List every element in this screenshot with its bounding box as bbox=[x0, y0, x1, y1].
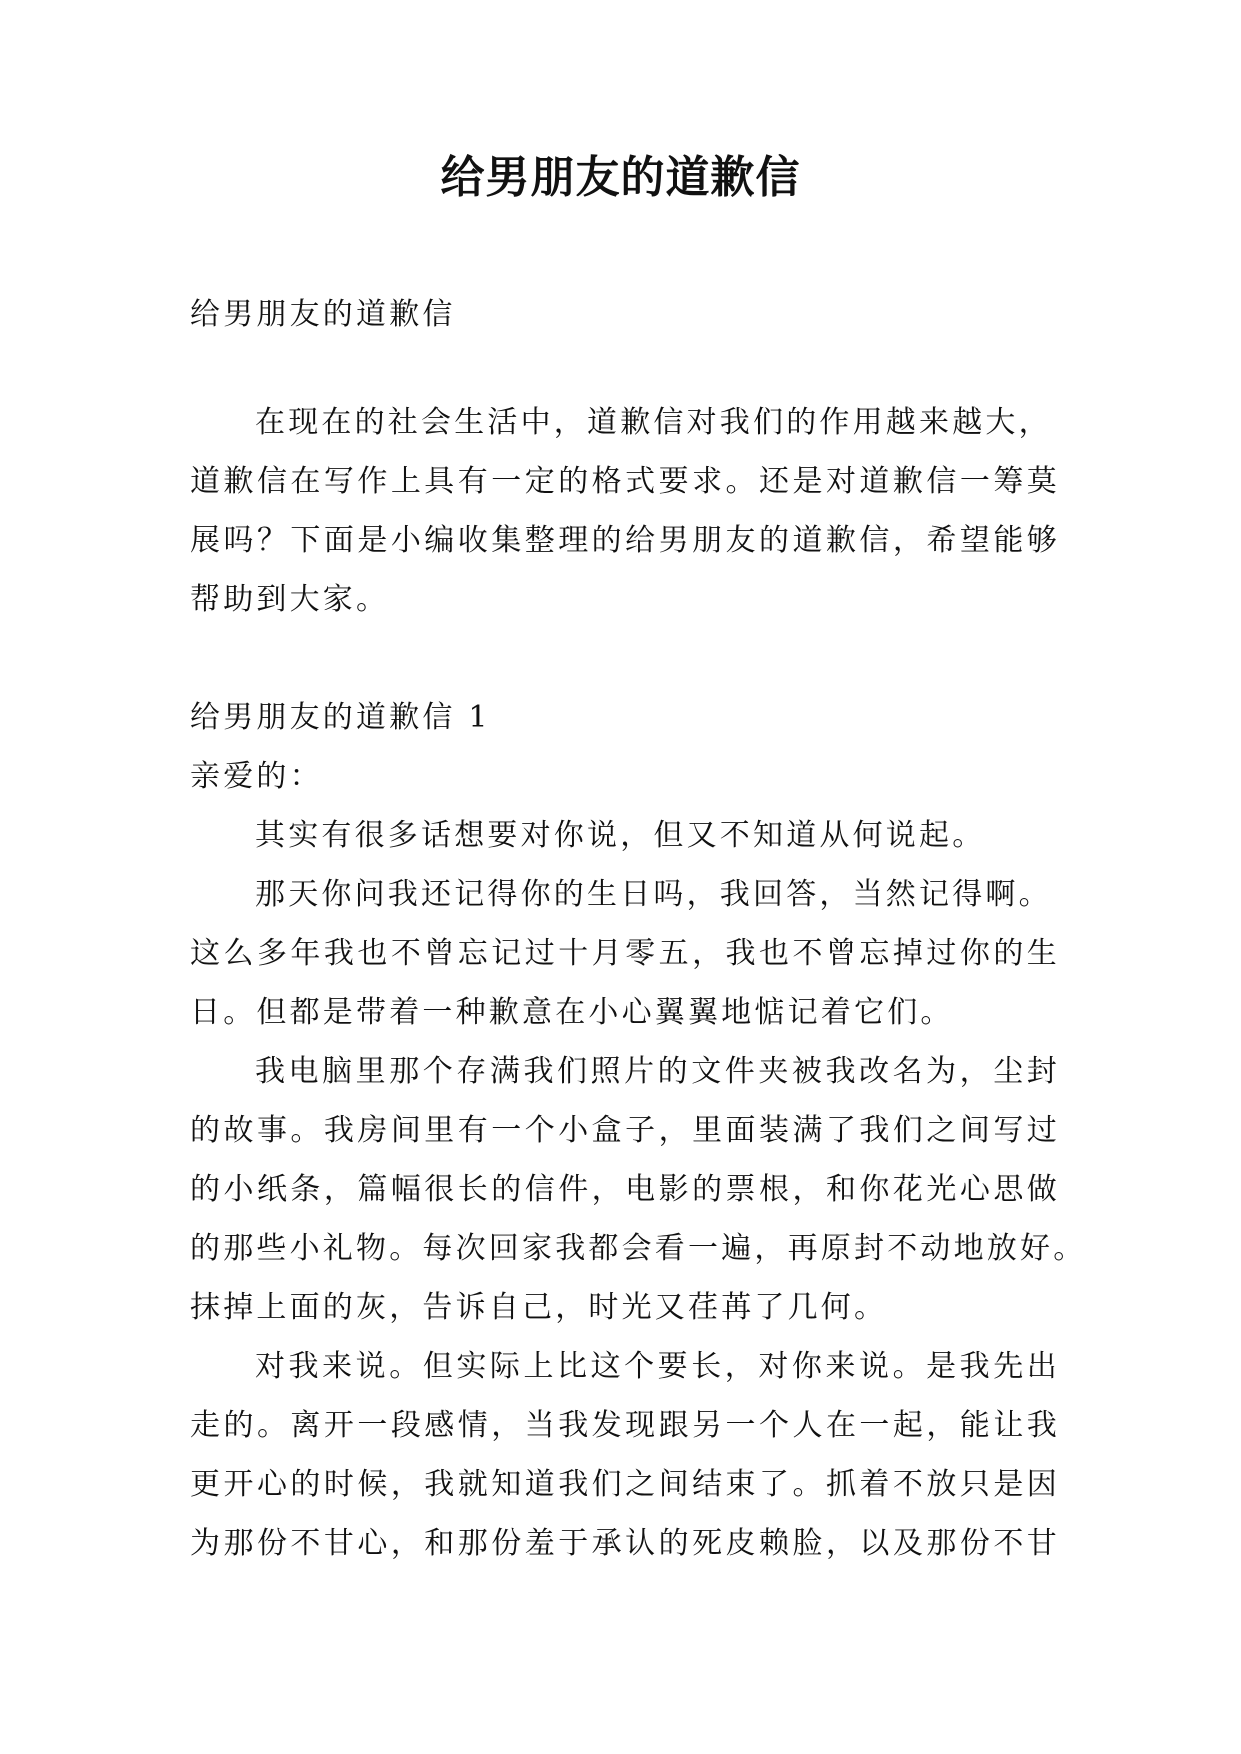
document-subtitle: 给男朋友的道歉信 bbox=[190, 297, 456, 332]
intro-line: 在现在的社会生活中，道歉信对我们的作用越来越大， bbox=[255, 405, 1052, 440]
intro-line: 道歉信在写作上具有一定的格式要求。还是对道歉信一筹莫 bbox=[190, 464, 1060, 499]
body-line: 走的。离开一段感情，当我发现跟另一个人在一起，能让我 bbox=[190, 1408, 1060, 1443]
body-line: 为那份不甘心，和那份羞于承认的死皮赖脸，以及那份不甘 bbox=[190, 1526, 1060, 1561]
body-line: 其实有很多话想要对你说，但又不知道从何说起。 bbox=[255, 818, 986, 853]
document-title: 给男朋友的道歉信 bbox=[440, 152, 801, 203]
body-line: 抹掉上面的灰，告诉自己，时光又荏苒了几何。 bbox=[190, 1290, 888, 1325]
body-line: 那天你问我还记得你的生日吗，我回答，当然记得啊。 bbox=[255, 877, 1052, 912]
body-line: 这么多年我也不曾忘记过十月零五，我也不曾忘掉过你的生 bbox=[190, 936, 1060, 971]
body-line: 的那些小礼物。每次回家我都会看一遍，再原封不动地放好。 bbox=[190, 1231, 1087, 1266]
body-line: 我电脑里那个存满我们照片的文件夹被我改名为，尘封 bbox=[255, 1054, 1060, 1089]
intro-line: 展吗？下面是小编收集整理的给男朋友的道歉信，希望能够 bbox=[190, 523, 1060, 558]
body-line: 对我来说。但实际上比这个要长，对你来说。是我先出 bbox=[255, 1349, 1060, 1384]
body-line: 的小纸条，篇幅很长的信件，电影的票根，和你花光心思做 bbox=[190, 1172, 1060, 1207]
body-line: 日。但都是带着一种歉意在小心翼翼地惦记着它们。 bbox=[190, 995, 954, 1030]
body-line: 的故事。我房间里有一个小盒子，里面装满了我们之间写过 bbox=[190, 1113, 1060, 1148]
body-line: 更开心的时候，我就知道我们之间结束了。抓着不放只是因 bbox=[190, 1467, 1060, 1502]
intro-line: 帮助到大家。 bbox=[190, 582, 390, 617]
section-heading: 给男朋友的道歉信 1 bbox=[190, 700, 491, 735]
salutation: 亲爱的： bbox=[190, 759, 323, 794]
